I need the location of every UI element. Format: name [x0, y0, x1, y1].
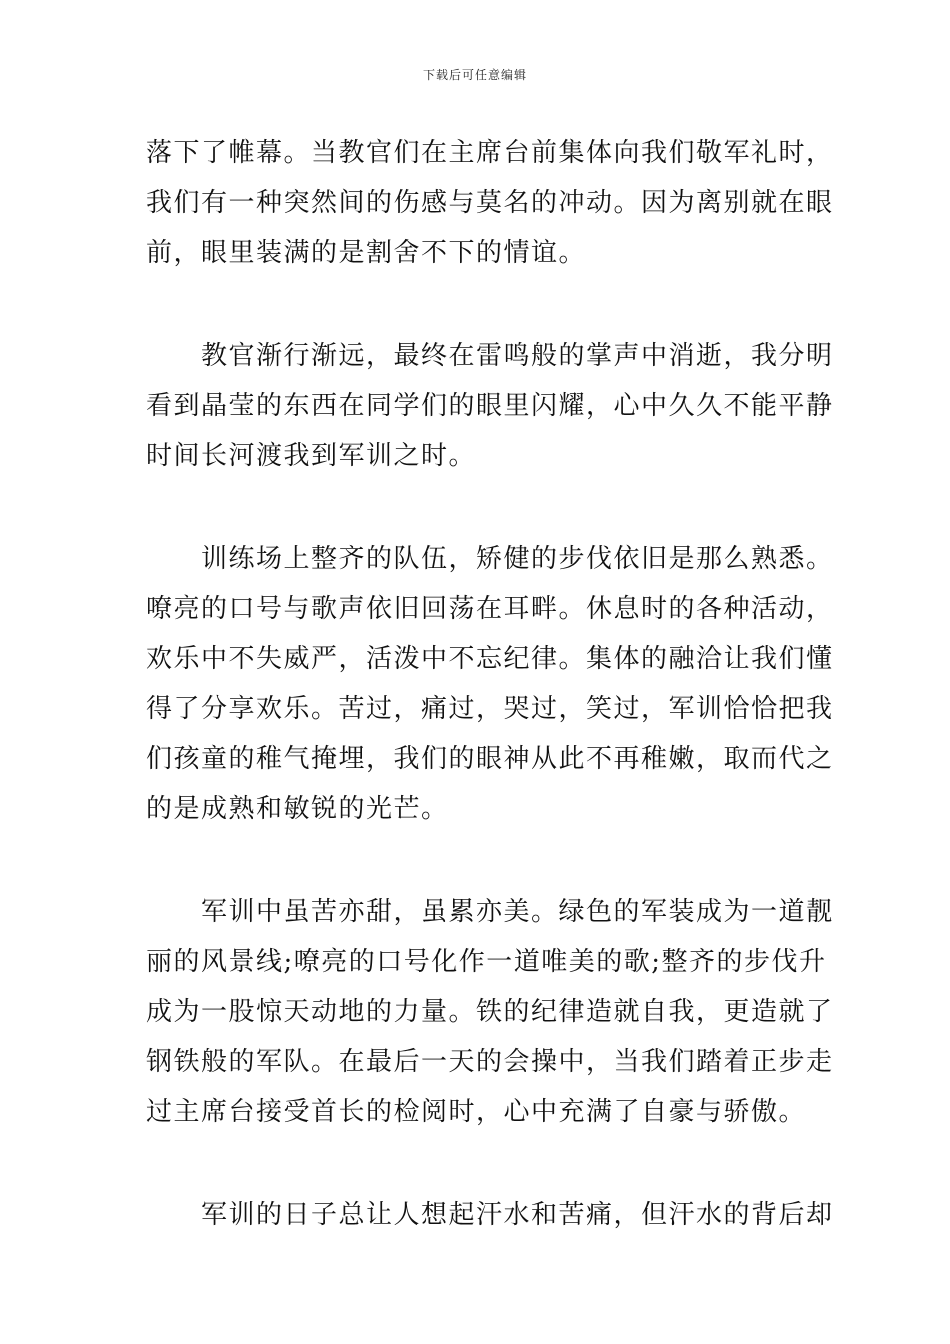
paragraph: [146, 887, 834, 1137]
paragraph: [146, 534, 834, 834]
text-line: 欢乐中不失威严，活泼中不忘纪律。集体的融洽让我们懂: [146, 644, 834, 674]
paragraph: [146, 331, 834, 481]
text-line: 钢铁般的军队。在最后一天的会操中，当我们踏着正步走: [146, 1047, 834, 1077]
text-line: 的是成熟和敏锐的光芒。: [146, 794, 449, 824]
text-line: 们孩童的稚气掩埋，我们的眼神从此不再稚嫩，取而代之: [146, 744, 834, 774]
paragraph: [146, 1190, 834, 1240]
text-line: 得了分享欢乐。苦过，痛过，哭过，笑过，军训恰恰把我: [146, 694, 834, 724]
page-header: 下载后可任意编辑: [422, 68, 527, 82]
text-line: 看到晶莹的东西在同学们的眼里闪耀，心中久久不能平静: [146, 391, 834, 421]
text-line: 成为一股惊天动地的力量。铁的纪律造就自我，更造就了: [146, 997, 834, 1027]
text-line: 前，眼里装满的是割舍不下的情谊。: [146, 238, 587, 268]
document-body: [146, 128, 834, 1240]
text-line: 训练场上整齐的队伍，矫健的步伐依旧是那么熟悉。: [146, 544, 834, 574]
paragraph-spacer: [146, 1137, 806, 1190]
text-line: 教官渐行渐远，最终在雷鸣般的掌声中消逝，我分明: [146, 341, 834, 371]
text-line: 军训中虽苦亦甜，虽累亦美。绿色的军装成为一道靓: [146, 897, 834, 927]
paragraph: [146, 128, 834, 278]
paragraph-spacer: [146, 481, 806, 534]
text-line: 落下了帷幕。当教官们在主席台前集体向我们敬军礼时，: [146, 138, 834, 168]
text-line: 我们有一种突然间的伤感与莫名的冲动。因为离别就在眼: [146, 188, 834, 218]
text-line: 时间长河渡我到军训之时。: [146, 441, 477, 471]
text-line: 军训的日子总让人想起汗水和苦痛，但汗水的背后却: [146, 1200, 834, 1230]
paragraph-spacer: [146, 278, 806, 331]
text-line: 丽的风景线;嘹亮的口号化作一道唯美的歌;整齐的步伐升: [146, 947, 827, 977]
text-line: 嘹亮的口号与歌声依旧回荡在耳畔。休息时的各种活动，: [146, 594, 834, 624]
paragraph-spacer: [146, 834, 806, 887]
text-line: 过主席台接受首长的检阅时，心中充满了自豪与骄傲。: [146, 1097, 807, 1127]
